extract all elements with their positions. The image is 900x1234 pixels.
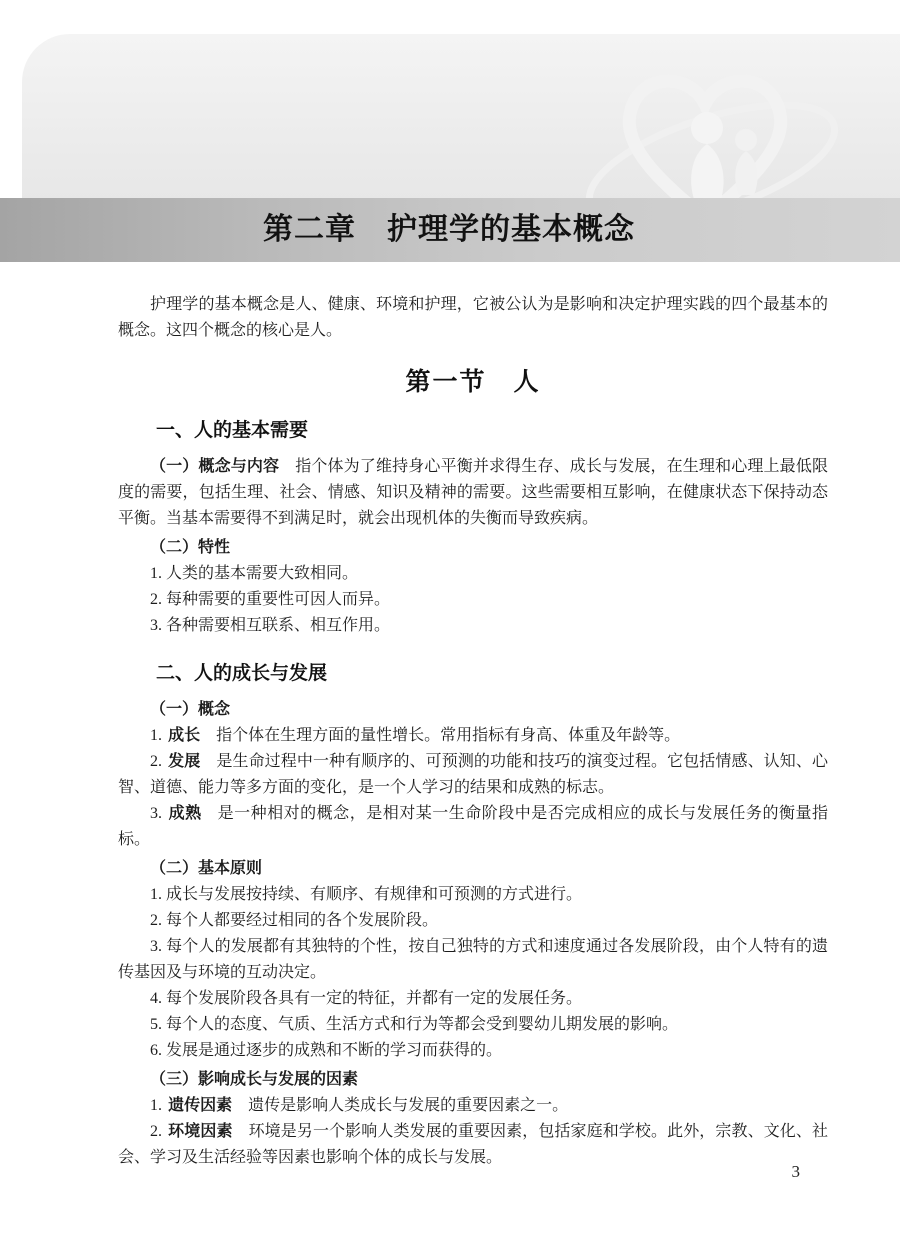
item-term: 成熟 xyxy=(168,805,202,822)
page-content xyxy=(118,292,828,1171)
item-number: 1. xyxy=(150,727,162,744)
item-term: 环境因素 xyxy=(168,1123,233,1140)
list-item: 1. 人类的基本需要大致相同。 xyxy=(150,565,359,582)
growth-concept-label-line xyxy=(118,697,828,723)
term-item xyxy=(118,1119,828,1171)
needs-concept-paragraph xyxy=(118,454,828,532)
term-item xyxy=(118,801,828,853)
item-text: 是生命过程中一种有顺序的、可预测的功能和技巧的演变过程。它包括情感、认知、心智、道德、能力等多方面的变化，是一个人学习的结果和成熟的标志。 xyxy=(118,753,828,796)
item-text: 指个体在生理方面的量性增长。常用指标有身高、体重及年龄等。 xyxy=(216,727,681,744)
term-item xyxy=(118,723,828,749)
section-title: 第一节 人 xyxy=(405,369,541,396)
heading-growth-development: 二、人的成长与发展 xyxy=(156,663,328,684)
needs-traits-label: （二）特性 xyxy=(150,539,231,556)
growth-concept-label: （一）概念 xyxy=(150,701,231,718)
item-text: 是一种相对的概念，是相对某一生命阶段中是否完成相应的成长与发展任务的衡量指标。 xyxy=(118,805,828,848)
list-item: 5. 每个人的态度、气质、生活方式和行为等都会受到婴幼儿期发展的影响。 xyxy=(150,1016,679,1033)
needs-concept-text: 指个体为了维持身心平衡并求得生存、成长与发展，在生理和心理上最低限度的需要，包括生理、社会、情感、知识及精神的需要。这些需要相互影响，在健康状态下保持动态平衡。当基本需要得不到满足时，就会出现机体的失衡而导致疾病。 xyxy=(118,458,828,527)
needs-traits-label-line xyxy=(118,535,828,561)
item-number: 3. xyxy=(150,805,162,822)
heading-basic-needs: 一、人的基本需要 xyxy=(156,420,309,441)
list-item: 3. 每个人的发展都有其独特的个性，按自己独特的方式和速度通过各发展阶段，由个人特有的遗传基因及与环境的互动决定。 xyxy=(118,938,828,981)
item-number: 2. xyxy=(150,753,162,770)
item-number: 2. xyxy=(150,1123,162,1140)
list-item: 3. 各种需要相互联系、相互作用。 xyxy=(150,617,391,634)
growth-factors-label: （三）影响成长与发展的因素 xyxy=(150,1071,359,1088)
list-item: 2. 每个人都要经过相同的各个发展阶段。 xyxy=(150,912,439,929)
item-term: 发展 xyxy=(168,753,201,770)
item-number: 1. xyxy=(150,1097,162,1114)
term-item xyxy=(118,749,828,801)
item-term: 成长 xyxy=(168,727,201,744)
list-item: 6. 发展是通过逐步的成熟和不断的学习而获得的。 xyxy=(150,1042,503,1059)
list-item: 4. 每个发展阶段各具有一定的特征，并都有一定的发展任务。 xyxy=(150,990,583,1007)
list-item: 1. 成长与发展按持续、有顺序、有规律和可预测的方式进行。 xyxy=(150,886,583,903)
growth-factors-label-line xyxy=(118,1067,828,1093)
intro-paragraph: 护理学的基本概念是人、健康、环境和护理，它被公认为是影响和决定护理实践的四个最基本的概念。这四个概念的核心是人。 xyxy=(118,296,828,339)
needs-concept-label: （一）概念与内容 xyxy=(150,458,280,475)
item-term: 遗传因素 xyxy=(168,1097,233,1114)
term-item xyxy=(118,1093,828,1119)
chapter-title: 第二章 护理学的基本概念 xyxy=(263,213,635,246)
growth-principles-label: （二）基本原则 xyxy=(150,860,263,877)
item-text: 遗传是影响人类成长与发展的重要因素之一。 xyxy=(248,1097,569,1114)
chapter-title-band xyxy=(0,198,900,262)
item-text: 环境是另一个影响人类发展的重要因素，包括家庭和学校。此外，宗教、文化、社会、学习及生活经验等因素也影响个体的成长与发展。 xyxy=(118,1123,828,1166)
page-number: 3 xyxy=(791,1162,800,1181)
list-item: 2. 每种需要的重要性可因人而异。 xyxy=(150,591,391,608)
growth-principles-label-line xyxy=(118,856,828,882)
